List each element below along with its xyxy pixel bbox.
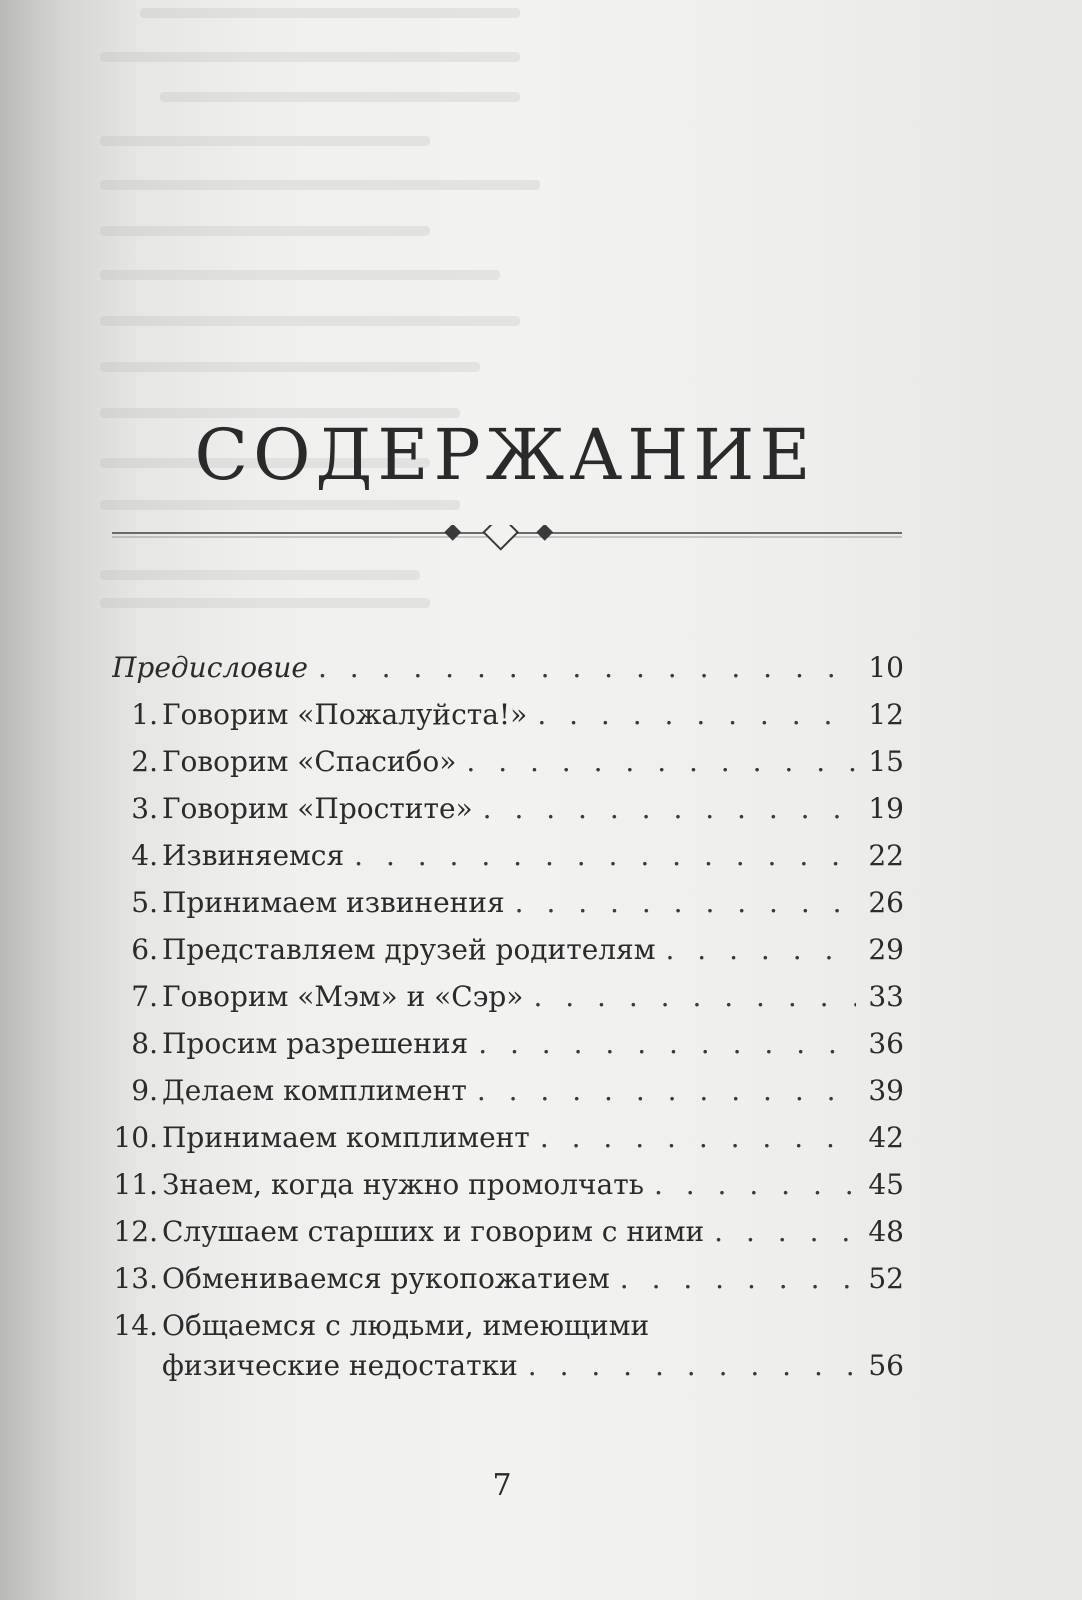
toc-entry-number: 14.: [113, 1309, 158, 1342]
leader-dots: [456, 742, 856, 782]
toc-entry-number: 10.: [113, 1121, 158, 1154]
leader-dots: [656, 930, 857, 970]
toc-page-number: 22: [868, 839, 904, 872]
toc-entry-label: Обмениваемся рукопожатием: [162, 1262, 610, 1295]
leader-dots: [644, 1165, 856, 1205]
toc-page-number: 29: [868, 933, 904, 966]
toc-entry[interactable]: [112, 836, 904, 883]
toc-page-number: 42: [868, 1121, 904, 1154]
toc-entry-label: Говорим «Простите»: [162, 792, 473, 825]
diamond-right-icon: [536, 525, 553, 541]
toc-entry[interactable]: [112, 1212, 904, 1259]
toc-entry-preface[interactable]: [112, 648, 904, 695]
toc-entry-number: 3.: [131, 792, 158, 825]
toc-entry-label: Извиняемся: [162, 839, 345, 872]
toc-entry-number: 4.: [131, 839, 158, 872]
diamond-center-icon: [484, 525, 518, 549]
toc-page-number: 48: [868, 1215, 904, 1248]
toc-page-number: 39: [868, 1074, 904, 1107]
leader-dots: [505, 883, 856, 923]
title-divider-ornament: [112, 525, 902, 555]
toc-entry[interactable]: [112, 1118, 904, 1165]
table-of-contents: [112, 648, 904, 1386]
toc-entry[interactable]: [112, 977, 904, 1024]
toc-entry-number: 8.: [131, 1027, 158, 1060]
leader-dots: [467, 1071, 856, 1111]
toc-page-number: 19: [868, 792, 904, 825]
page-title: СОДЕРЖАНИЕ: [194, 414, 816, 496]
leader-dots: [473, 789, 856, 829]
toc-entry-label: Просим разрешения: [162, 1027, 469, 1060]
diamond-left-icon: [444, 525, 461, 541]
toc-entry[interactable]: [112, 695, 904, 742]
toc-entry-label: Слушаем старших и говорим с ними: [162, 1215, 705, 1248]
toc-entry-label: Представляем друзей родителям: [162, 933, 656, 966]
toc-entry-label: Говорим «Пожалуйста!»: [162, 698, 528, 731]
toc-entry-label: Предисловие: [112, 651, 308, 684]
leader-dots: [344, 836, 856, 876]
toc-entry-label-line2: физические недостатки: [162, 1349, 518, 1382]
toc-entry[interactable]: [112, 883, 904, 930]
leader-dots: [704, 1212, 856, 1252]
toc-page-number: 10: [868, 651, 904, 684]
toc-entry[interactable]: [112, 789, 904, 836]
page-number: 7: [492, 1468, 512, 1503]
toc-entry-label: Принимаем комплимент: [162, 1121, 530, 1154]
toc-entry-label: Говорим «Спасибо»: [162, 745, 457, 778]
leader-dots: [610, 1259, 856, 1299]
toc-entry[interactable]: [112, 1259, 904, 1306]
toc-entry-number: 13.: [113, 1262, 158, 1295]
toc-page-number: 36: [868, 1027, 904, 1060]
toc-page-number: 26: [868, 886, 904, 919]
toc-entry[interactable]: [112, 1165, 904, 1212]
toc-entry-number: 5.: [131, 886, 158, 919]
toc-entry[interactable]: [112, 1024, 904, 1071]
toc-entry-number: 1.: [131, 698, 158, 731]
toc-entry[interactable]: [112, 1306, 904, 1386]
leader-dots: [527, 695, 856, 735]
toc-entry-number: 2.: [131, 745, 158, 778]
leader-dots: [530, 1118, 856, 1158]
toc-page-number: 15: [868, 745, 904, 778]
leader-dots: [468, 1024, 856, 1064]
toc-entry-number: 11.: [113, 1168, 158, 1201]
toc-entry-label: Знаем, когда нужно промолчать: [162, 1168, 644, 1201]
toc-entry-number: 6.: [131, 933, 158, 966]
toc-page-number: 56: [868, 1349, 904, 1382]
leader-dots: [308, 648, 856, 688]
toc-entry-number: 12.: [113, 1215, 158, 1248]
leader-dots: [518, 1346, 856, 1386]
toc-entry[interactable]: [112, 1071, 904, 1118]
toc-page-number: 33: [868, 980, 904, 1013]
toc-entry-label: Принимаем извинения: [162, 886, 505, 919]
toc-page-number: 45: [868, 1168, 904, 1201]
toc-page-number: 52: [868, 1262, 904, 1295]
toc-entry-label: Делаем комплимент: [162, 1074, 467, 1107]
toc-entry-label: Говорим «Мэм» и «Сэр»: [162, 980, 524, 1013]
toc-entry[interactable]: [112, 742, 904, 789]
toc-entry-label-line1: Общаемся с людьми, имеющими: [162, 1309, 650, 1342]
toc-page-number: 12: [868, 698, 904, 731]
leader-dots: [523, 977, 856, 1017]
toc-entry[interactable]: [112, 930, 904, 977]
toc-entry-number: 7.: [131, 980, 158, 1013]
toc-entry-number: 9.: [131, 1074, 158, 1107]
